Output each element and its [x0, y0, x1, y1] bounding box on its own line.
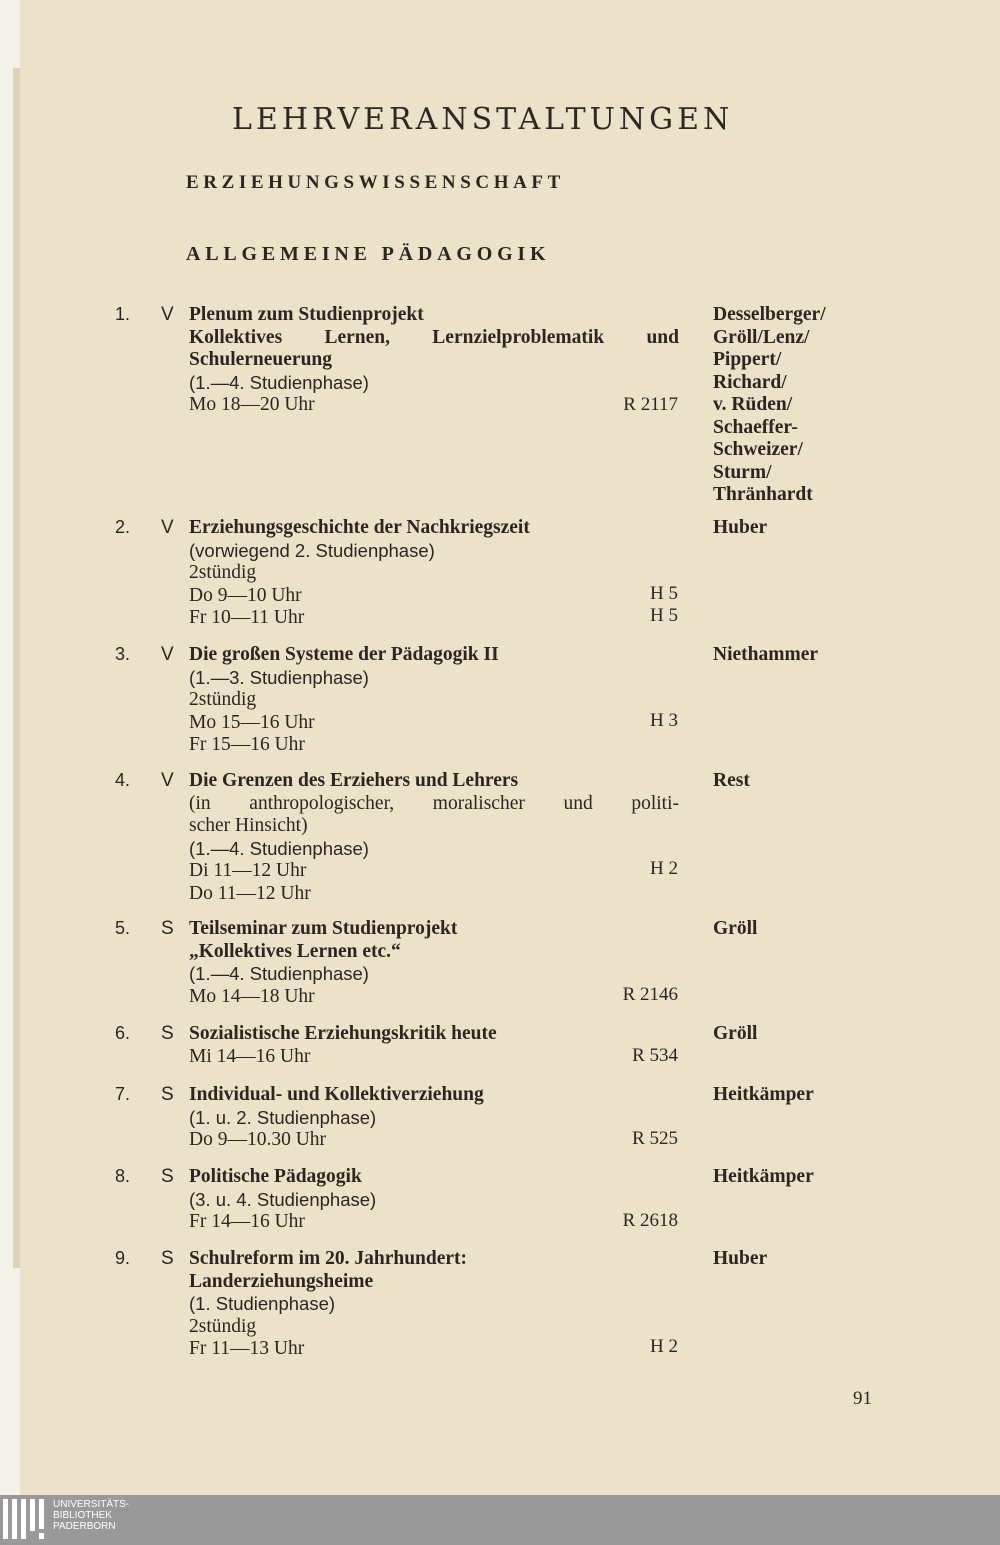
- course-detail-line: (1. Studienphase): [189, 1293, 336, 1314]
- course-time-line: Mo 15—16 Uhr: [189, 711, 315, 733]
- library-name-line: BIBLIOTHEK: [53, 1510, 112, 1521]
- lecturer-name: Huber: [713, 517, 768, 538]
- course-title-line: Individual- und Kollektiverziehung: [189, 1084, 484, 1105]
- course-time-line: Fr 14—16 Uhr: [189, 1211, 305, 1232]
- course-time-line: Mo 18—20 Uhr: [189, 394, 315, 415]
- course-lecturers: [713, 1084, 913, 1107]
- course-lecturers: [713, 517, 913, 540]
- course-detail-line: (1.—4. Studienphase): [189, 837, 369, 859]
- course-detail-line: 2stündig: [189, 689, 257, 710]
- course-room: R 525: [632, 1128, 678, 1149]
- page-number: 91: [853, 1388, 872, 1409]
- page-left-shadow: [13, 68, 20, 1268]
- course-number: 5.: [115, 918, 131, 938]
- course-type: V: [161, 770, 174, 791]
- course-title-line: Erziehungsgeschichte der Nachkriegszeit: [189, 517, 530, 538]
- course-number: 1.: [115, 304, 131, 324]
- course-room: H 2: [650, 858, 678, 879]
- lecturer-name: Schweizer/: [713, 439, 803, 460]
- library-name-line: PADERBORN: [53, 1521, 116, 1532]
- lecturer-name: Niethammer: [713, 644, 819, 665]
- course-number: 6.: [115, 1023, 131, 1043]
- course-body: [189, 644, 679, 757]
- course-time-line: Fr 15—16 Uhr: [189, 734, 305, 755]
- course-room: R 2146: [622, 984, 678, 1005]
- course-title-line: Landerziehungsheime: [189, 1270, 374, 1292]
- lecturer-name: Gröll/Lenz/: [713, 326, 810, 348]
- course-number: 9.: [115, 1248, 131, 1268]
- library-footer-bar: [0, 1495, 1000, 1545]
- course-title-line: Die großen Systeme der Pädagogik II: [189, 644, 499, 665]
- lecturer-name: Heitkämper: [713, 1084, 814, 1105]
- course-type: V: [161, 304, 174, 325]
- lecturer-name: v. Rüden/: [713, 394, 793, 415]
- course-number: 3.: [115, 644, 131, 664]
- course-type: S: [161, 1084, 174, 1105]
- course-lecturers: [713, 770, 913, 793]
- course-title-line: Teilseminar zum Studienprojekt: [189, 918, 458, 939]
- course-detail-line: (vorwiegend 2. Studienphase): [189, 539, 435, 561]
- course-type: V: [161, 517, 174, 538]
- course-number: 7.: [115, 1084, 131, 1104]
- course-title-line: Schulreform im 20. Jahrhundert:: [189, 1248, 468, 1269]
- page-title: LEHRVERANSTALTUNGEN: [232, 102, 734, 137]
- lecturer-name: Huber: [713, 1248, 768, 1269]
- lecturer-name: Richard/: [713, 371, 787, 393]
- lecturer-name: Gröll: [713, 918, 758, 939]
- library-name-line: UNIVERSITÄTS-: [53, 1499, 130, 1510]
- course-detail-line: 2stündig: [189, 1315, 257, 1337]
- course-time-line: Do 9—10 Uhr: [189, 584, 302, 606]
- course-detail-line: scher Hinsicht): [189, 815, 308, 836]
- lecturer-name: Schaeffer-: [713, 416, 798, 438]
- course-type: S: [161, 1023, 174, 1044]
- course-detail-line: (in anthropologischer, moralischer und politi-: [189, 792, 679, 814]
- course-detail-line: (1.—4. Studienphase): [189, 963, 369, 984]
- course-type: V: [161, 644, 174, 665]
- course-title-line: Schulerneuerung: [189, 349, 333, 370]
- course-title-line: „Kollektives Lernen etc.“: [189, 940, 401, 962]
- course-number: 4.: [115, 770, 131, 790]
- course-title-line: Sozialistische Erziehungskritik heute: [189, 1023, 497, 1044]
- course-room: H 5: [650, 605, 678, 626]
- course-number: 2.: [115, 517, 131, 537]
- course-room: R 534: [632, 1045, 678, 1066]
- course-time-line: Do 9—10.30 Uhr: [189, 1129, 327, 1150]
- library-logo-icon: [3, 1499, 47, 1541]
- course-detail-line: (1.—4. Studienphase): [189, 371, 369, 393]
- course-title-line: Politische Pädagogik: [189, 1166, 362, 1187]
- course-body: [189, 770, 679, 905]
- course-room: H 2: [650, 1336, 678, 1357]
- lecturer-name: Rest: [713, 770, 750, 791]
- lecturer-name: Desselberger/: [713, 304, 826, 325]
- course-title-line: Plenum zum Studienprojekt: [189, 304, 424, 325]
- course-room: R 2618: [622, 1210, 678, 1231]
- library-name: [53, 1499, 129, 1532]
- course-lecturers: [713, 304, 913, 507]
- subsection-heading: ALLGEMEINE PÄDAGOGIK: [186, 243, 551, 265]
- lecturer-name: Pippert/: [713, 349, 782, 370]
- course-time-line: Di 11—12 Uhr: [189, 860, 307, 881]
- course-lecturers: [713, 918, 913, 941]
- course-title-line: Die Grenzen des Erziehers und Lehrers: [189, 770, 519, 791]
- course-time-line: Mi 14—16 Uhr: [189, 1045, 311, 1067]
- section-heading: ERZIEHUNGSWISSENSCHAFT: [186, 172, 565, 193]
- course-time-line: Fr 11—13 Uhr: [189, 1338, 305, 1359]
- course-detail-line: (1. u. 2. Studienphase): [189, 1106, 377, 1128]
- course-type: S: [161, 1248, 174, 1269]
- course-lecturers: [713, 644, 913, 667]
- course-time-line: Mo 14—18 Uhr: [189, 985, 315, 1007]
- course-number: 8.: [115, 1166, 131, 1186]
- lecturer-name: Gröll: [713, 1023, 758, 1044]
- course-time-line: Fr 10—11 Uhr: [189, 607, 305, 628]
- course-lecturers: [713, 1248, 913, 1271]
- course-lecturers: [713, 1166, 913, 1189]
- course-room: H 3: [650, 710, 678, 731]
- lecturer-name: Sturm/: [713, 461, 772, 483]
- lecturer-name: Thränhardt: [713, 484, 813, 505]
- course-detail-line: (1.—3. Studienphase): [189, 666, 369, 688]
- course-lecturers: [713, 1023, 913, 1046]
- course-type: S: [161, 1166, 174, 1187]
- course-room: H 5: [650, 583, 678, 604]
- course-room: R 2117: [623, 394, 678, 415]
- course-time-line: Do 11—12 Uhr: [189, 882, 311, 904]
- course-detail-line: (3. u. 4. Studienphase): [189, 1188, 377, 1210]
- course-type: S: [161, 918, 174, 939]
- lecturer-name: Heitkämper: [713, 1166, 814, 1187]
- course-detail-line: 2stündig: [189, 562, 257, 583]
- course-title-line: Kollektives Lernen, Lernzielproblematik und: [189, 326, 679, 348]
